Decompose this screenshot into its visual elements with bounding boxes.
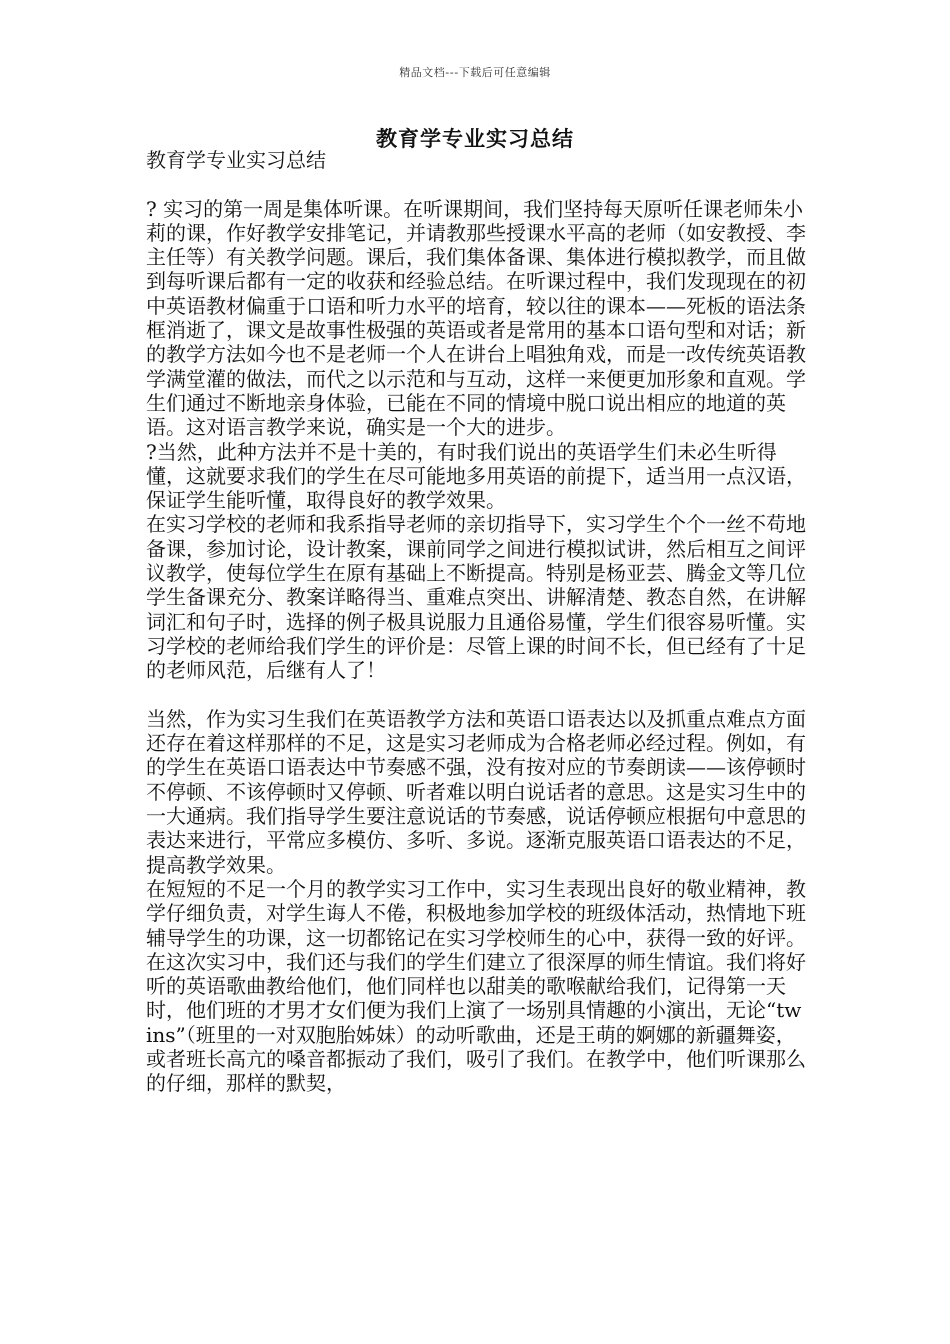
document-body — [146, 148, 806, 1096]
blank-line — [146, 683, 806, 707]
document-subtitle: 教育学专业实习总结 — [146, 148, 326, 172]
paragraph-2: ?当然，此种方法并不是十美的，有时我们说出的英语学生们未必生听得懂，这就要求我们的学生在尽可能地多用英语的前提下，适当用一点汉语，保证学生能听懂，取得良好的教学效果。 — [146, 439, 806, 513]
paragraph-1: ? 实习的第一周是集体听课。在听课期间，我们坚持每天原听任课老师朱小莉的课，作好教学安排笔记，并请教那些授课水平高的老师（如安教授、李主任等）有关教学问题。课后，我们集体备课、集体进行模拟教学，而且做到每听课后都有一定的收获和经验总结。在听课过程中，我们发现现在的初中英语教材偏重于口语和听力水平的培育，较以往的课本——死板的语法条框消逝了，课文是故事性极强的英语或者是常用的基本口语句型和对话；新的教学方法如今也不是老师一个人在讲台上唱独角戏，而是一改传统英语教学满堂灌的做法，而代之以示范和与互动，这样一来便更加形象和直观。学生们通过不断地亲身体验，已能在不同的情境中脱口说出相应的地道的英语。这对语言教学来说，确实是一个大的进步。 — [146, 196, 806, 440]
paragraph-3: 在实习学校的老师和我系指导老师的亲切指导下，实习学生个个一丝不苟地备课，参加讨论，设计教案，课前同学之间进行模拟试讲，然后相互之间评议教学，使每位学生在原有基础上不断提高。特别是杨亚芸、腾金文等几位学生备课充分、教案详略得当、重难点突出、讲解清楚、教态自然，在讲解词汇和句子时，选择的例子极具说服力且通俗易懂，学生们很容易听懂。实习学校的老师给我们学生的评价是：尽管上课的时间不长，但已经有了十足的老师风范，后继有人了！ — [146, 512, 806, 683]
document-title: 教育学专业实习总结 — [376, 126, 574, 151]
paragraph-6: 在这次实习中，我们还与我们的学生们建立了很深厚的师生情谊。我们将好听的英语歌曲教给他们，他们同样也以甜美的歌喉献给我们，记得第一天时，他们班的才男才女们便为我们上演了一场别具情趣的小演出，无论“twins”（班里的一对双胞胎姊妹）的动听歌曲，还是王萌的婀娜的新疆舞姿，或者班长高亢的嗓音都振动了我们，吸引了我们。在教学中，他们听课那么的仔细，那样的默契， — [146, 949, 806, 1096]
paragraph-5: 在短短的不足一个月的教学实习工作中，实习生表现出良好的敬业精神，教学仔细负责，对学生诲人不倦，积极地参加学校的班级体活动，热情地下班辅导学生的功课，这一切都铭记在实习学校师生的心中，获得一致的好评。 — [146, 876, 806, 950]
blank-line — [146, 172, 806, 196]
paragraph-4: 当然，作为实习生我们在英语教学方法和英语口语表达以及抓重点难点方面还存在着这样那样的不足，这是实习老师成为合格老师必经过程。例如，有的学生在英语口语表达中节奏感不强，没有按对应的节奏朗读——该停顿时不停顿、不该停顿时又停顿、听者难以明白说话者的意思。这是实习生中的一大通病。我们指导学生要注意说话的节奏感，说话停顿应根据句中意思的表达来进行，平常应多模仿、多听、多说。逐渐克服英语口语表达的不足，提高教学效果。 — [146, 706, 806, 877]
page-header: 精品文档---下载后可任意编辑 — [399, 66, 551, 79]
